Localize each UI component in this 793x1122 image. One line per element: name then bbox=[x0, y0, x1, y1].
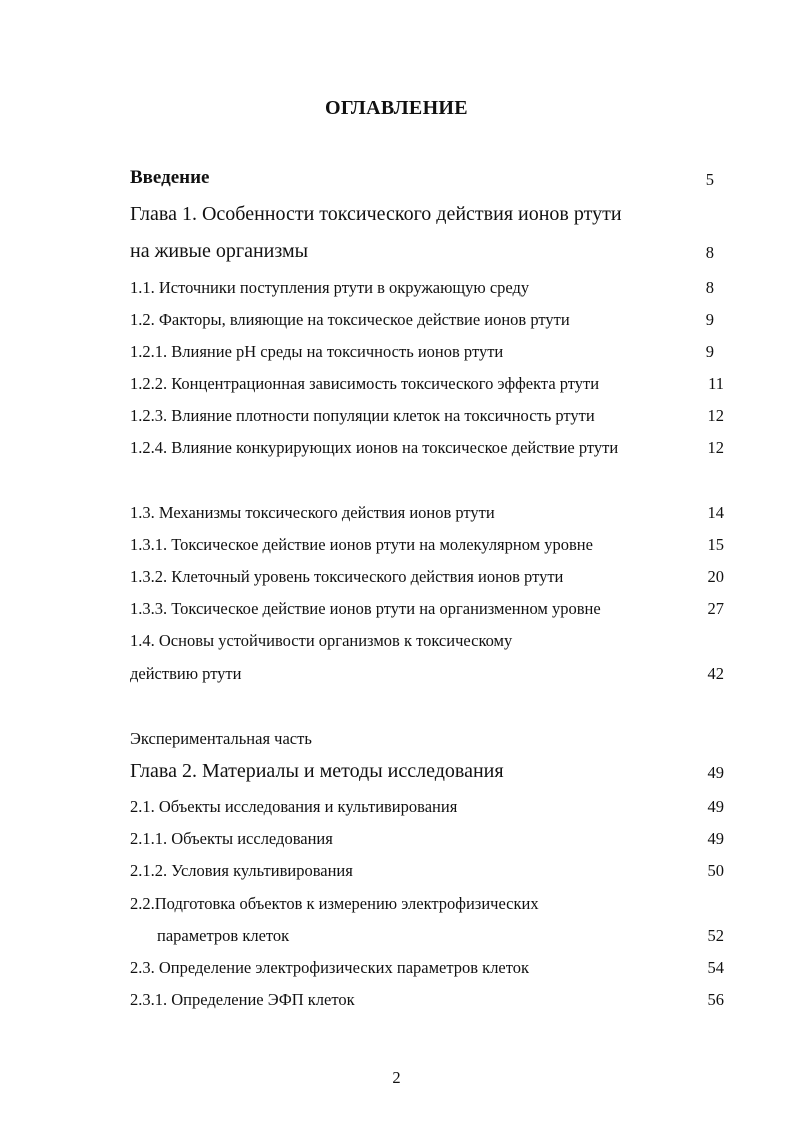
toc-page-1-3-1: 15 bbox=[707, 535, 724, 554]
toc-page-2-3: 54 bbox=[707, 958, 724, 977]
toc-page-1-3-2: 20 bbox=[707, 567, 724, 586]
toc-entry-1-3-2[interactable]: 1.3.2. Клеточный уровень токсического действия ионов ртути bbox=[130, 567, 564, 586]
toc-entry-2-3[interactable]: 2.3. Определение электрофизических параметров клеток bbox=[130, 958, 530, 977]
toc-page-2-2: 52 bbox=[707, 926, 724, 945]
toc-page-2-1: 49 bbox=[707, 797, 724, 816]
toc-page-chapter-1: 8 bbox=[705, 243, 714, 262]
toc-entry-2-1-2[interactable]: 2.1.2. Условия культивирования bbox=[130, 861, 353, 880]
toc-page-1-2-2: 11 bbox=[708, 374, 724, 393]
toc-entry-chapter-1-cont[interactable]: на живые организмы bbox=[130, 240, 309, 262]
toc-entry-1-3-3[interactable]: 1.3.3. Токсическое действие ионов ртути на организменном уровне bbox=[130, 599, 601, 618]
page-title: ОГЛАВЛЕНИЕ bbox=[325, 97, 468, 119]
toc-page-1-4: 42 bbox=[707, 664, 724, 683]
toc-page-1-2-3: 12 bbox=[707, 406, 724, 425]
toc-page-chapter-2: 49 bbox=[707, 763, 724, 782]
toc-entry-1-4[interactable]: 1.4. Основы устойчивости организмов к токсическому bbox=[130, 631, 513, 650]
toc-entry-introduction[interactable]: Введение bbox=[130, 167, 210, 188]
toc-entry-2-1[interactable]: 2.1. Объекты исследования и культивирования bbox=[130, 797, 458, 816]
toc-entry-2-3-1[interactable]: 2.3.1. Определение ЭФП клеток bbox=[130, 990, 355, 1009]
toc-entry-1-1[interactable]: 1.1. Источники поступления ртути в окружающую среду bbox=[130, 278, 530, 297]
toc-page-2-1-1: 49 bbox=[707, 829, 724, 848]
toc-entry-experimental-part[interactable]: Экспериментальная часть bbox=[130, 729, 312, 748]
toc-entry-chapter-2[interactable]: Глава 2. Материалы и методы исследования bbox=[130, 760, 504, 782]
toc-entry-1-2[interactable]: 1.2. Факторы, влияющие на токсическое действие ионов ртути bbox=[130, 310, 570, 329]
toc-page-introduction: 5 bbox=[705, 170, 714, 189]
toc-page-1-3: 14 bbox=[707, 503, 724, 522]
toc-page-1-1: 8 bbox=[705, 278, 714, 297]
toc-entry-1-4-cont[interactable]: действию ртути bbox=[130, 664, 242, 683]
toc-page-2-3-1: 56 bbox=[707, 990, 724, 1009]
toc-entry-1-2-1[interactable]: 1.2.1. Влияние pH среды на токсичность ионов ртути bbox=[130, 342, 504, 361]
toc-entry-1-2-2[interactable]: 1.2.2. Концентрационная зависимость токсического эффекта ртути bbox=[130, 374, 600, 393]
toc-entry-1-2-3[interactable]: 1.2.3. Влияние плотности популяции клеток на токсичность ртути bbox=[130, 406, 595, 425]
page-number: 2 bbox=[392, 1068, 401, 1087]
toc-entry-1-2-4[interactable]: 1.2.4. Влияние конкурирующих ионов на токсическое действие ртути bbox=[130, 438, 619, 457]
toc-page-1-2: 9 bbox=[705, 310, 714, 329]
toc-entry-chapter-1[interactable]: Глава 1. Особенности токсического действия ионов ртути bbox=[130, 203, 622, 225]
toc-entry-2-2-cont[interactable]: параметров клеток bbox=[157, 926, 290, 945]
toc-entry-2-2[interactable]: 2.2.Подготовка объектов к измерению электрофизических bbox=[130, 894, 539, 913]
toc-page-1-3-3: 27 bbox=[707, 599, 724, 618]
toc-page-2-1-2: 50 bbox=[707, 861, 724, 880]
toc-entry-1-3-1[interactable]: 1.3.1. Токсическое действие ионов ртути на молекулярном уровне bbox=[130, 535, 593, 554]
toc-entry-2-1-1[interactable]: 2.1.1. Объекты исследования bbox=[130, 829, 333, 848]
toc-page-1-2-1: 9 bbox=[705, 342, 714, 361]
toc-page-1-2-4: 12 bbox=[707, 438, 724, 457]
toc-entry-1-3[interactable]: 1.3. Механизмы токсического действия ионов ртути bbox=[130, 503, 495, 522]
